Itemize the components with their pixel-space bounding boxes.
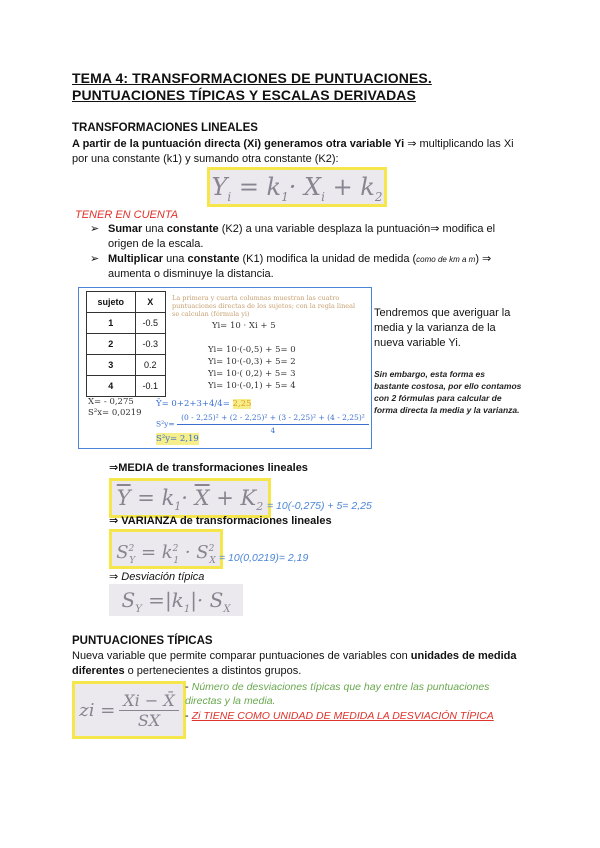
section-heading-transformaciones: TRANSFORMACIONES LINEALES: [72, 122, 258, 134]
var-y-denominator: 4: [270, 426, 276, 435]
note-item-multiply: [90, 252, 508, 282]
bullet1-rest: (K2) a una variable desplaza la puntuación⇒ modifica el origen de la escala.: [108, 223, 496, 250]
mean-result: = 10(-0,275) + 5= 2,25: [267, 500, 372, 512]
z-denominator: SX: [137, 710, 161, 730]
tipicas-intro-bold: unidades de medida diferentes: [72, 650, 517, 677]
z-note-1: [185, 680, 515, 708]
var-y-result: S²y= 2,19: [156, 434, 199, 444]
note-heading: TENER EN CUENTA: [75, 209, 179, 221]
table-cell: -0.5: [135, 313, 165, 334]
z-lhs: zi =: [79, 699, 116, 721]
table-header-sujeto: sujeto: [87, 292, 136, 313]
z-note-2-dash: -: [185, 710, 192, 722]
page-title: TEMA 4: TRANSFORMACIONES DE PUNTUACIONES. PUNTUACIONES TÍPICAS Y ESCALAS DERIVADAS: [72, 70, 432, 103]
table-cell: 2: [87, 334, 136, 355]
tipicas-intro-pre: Nueva variable que permite comparar puntuaciones de variables con: [72, 650, 411, 662]
var-y-numerator: (0 - 2,25)² + (2 - 2,25)² + (3 - 2,25)² + (4 - 2,25)²: [177, 412, 369, 425]
var-y-pre: S²y=: [156, 419, 178, 429]
table-cell: -0.3: [135, 334, 165, 355]
handwritten-calc-1: Yi= 10·(-0,5) + 5= 0: [208, 345, 296, 355]
table-row: [87, 355, 166, 376]
section-heading-tipicas: PUNTUACIONES TÍPICAS: [72, 635, 213, 647]
z-note-2: [185, 709, 525, 723]
note-item-sum: [90, 222, 508, 252]
handwritten-note-top: La primera y cuarta columnas muestran las cuatro puntuaciones directas de los sujetos; con la regla lineal se calculan (fórmula yi): [172, 294, 356, 318]
side-note: Sin embargo, esta forma es bastante costosa, por ello contamos con 2 fórmulas para calcular de forma directa la media y la varianza.: [374, 369, 522, 415]
table-row: [87, 313, 166, 334]
table-cell: 4: [87, 376, 136, 397]
bullet1-bold2: constante: [166, 223, 219, 235]
bullet1-bold: Sumar: [108, 223, 143, 235]
table-row: [87, 376, 166, 397]
intro-bold: A partir de la puntuación directa (Xi) generamos otra variable Yi: [72, 138, 405, 150]
z-note-1-text: Número de desviaciones típicas que hay entre las puntuaciones directas y la media.: [185, 681, 490, 707]
mean-y-calc: [156, 398, 251, 410]
z-numerator: Xi − X̄: [119, 691, 178, 711]
z-note-1-dash: -: [185, 681, 192, 693]
z-score-formula: [72, 681, 186, 739]
variance-heading: [109, 514, 332, 527]
variance-heading-arrow: ⇒: [109, 515, 122, 527]
var-y-fraction: [177, 412, 369, 437]
intro-paragraph: [72, 137, 532, 167]
mean-heading: ⇒MEDIA de transformaciones lineales: [109, 462, 308, 474]
tipicas-intro-rest: o pertenecientes a distintos grupos.: [124, 665, 302, 677]
sd-heading: ⇒ Desviación típica: [109, 571, 205, 583]
table-cell: -0.1: [135, 376, 165, 397]
z-fraction: [119, 691, 178, 730]
variance-formula: $S^2_Y = k^2_1 \cdot S^2_X$: [109, 529, 223, 569]
handwritten-rule: Yi= 10 · Xi + 5: [212, 321, 276, 331]
bullet2-bold2: constante: [187, 253, 240, 265]
intro-rest: ⇒ multiplicando las Xi por una constante (k1) y sumando otra constante (K2):: [72, 138, 514, 165]
handwritten-calc-3: Yi= 10·( 0,2) + 5= 3: [208, 369, 296, 379]
subject-table: [86, 291, 166, 397]
handwritten-calc-4: Yi= 10·(-0,1) + 5= 4: [208, 381, 296, 391]
variance-heading-text: VARIANZA de transformaciones lineales: [121, 515, 332, 527]
mean-y-pre: Ȳ= 0+2+3+4/4=: [156, 399, 230, 409]
linear-transformation-formula: $Y_i = k_1\cdot X_i + k_2$: [207, 167, 387, 207]
mean-x: X̄= - 0,275: [88, 397, 134, 407]
side-text: Tendremos que averiguar la media y la varianza de la nueva variable Yi.: [374, 307, 511, 349]
table-cell: 1: [87, 313, 136, 334]
bullet1-mid: una: [142, 223, 167, 235]
tipicas-intro: [72, 649, 532, 679]
sd-formula: $S_Y =|k_1|\cdot S_X$: [109, 584, 243, 616]
table-cell: 0.2: [135, 355, 165, 376]
variance-result: = 10(0,0219)= 2,19: [219, 552, 309, 564]
bullet2-bold: Multiplicar: [108, 253, 164, 265]
mean-formula: $\overline{Y} = k_1\cdot \overline{X} + K_2$: [109, 478, 271, 518]
table-header-x: X: [135, 292, 165, 313]
table-cell: 3: [87, 355, 136, 376]
z-note-2-text: Zi TIENE COMO UNIDAD DE MEDIDA LA DESVIACIÓN TÍPICA: [191, 710, 494, 722]
handwritten-calc-2: Yi= 10·(-0,3) + 5= 2: [208, 357, 296, 367]
var-x: S²x= 0,0219: [88, 408, 142, 418]
bullet2-rest: (K1) modifica la unidad de medida (: [239, 253, 417, 265]
bullet2-rest2: ) ⇒ aumenta o disminuye la distancia.: [108, 253, 492, 280]
mean-y-value: 2,25: [232, 399, 252, 409]
table-row: [87, 334, 166, 355]
bullet2-mid: una: [163, 253, 188, 265]
note-list: [90, 222, 508, 282]
bullet2-small: como de km a m: [416, 255, 476, 264]
